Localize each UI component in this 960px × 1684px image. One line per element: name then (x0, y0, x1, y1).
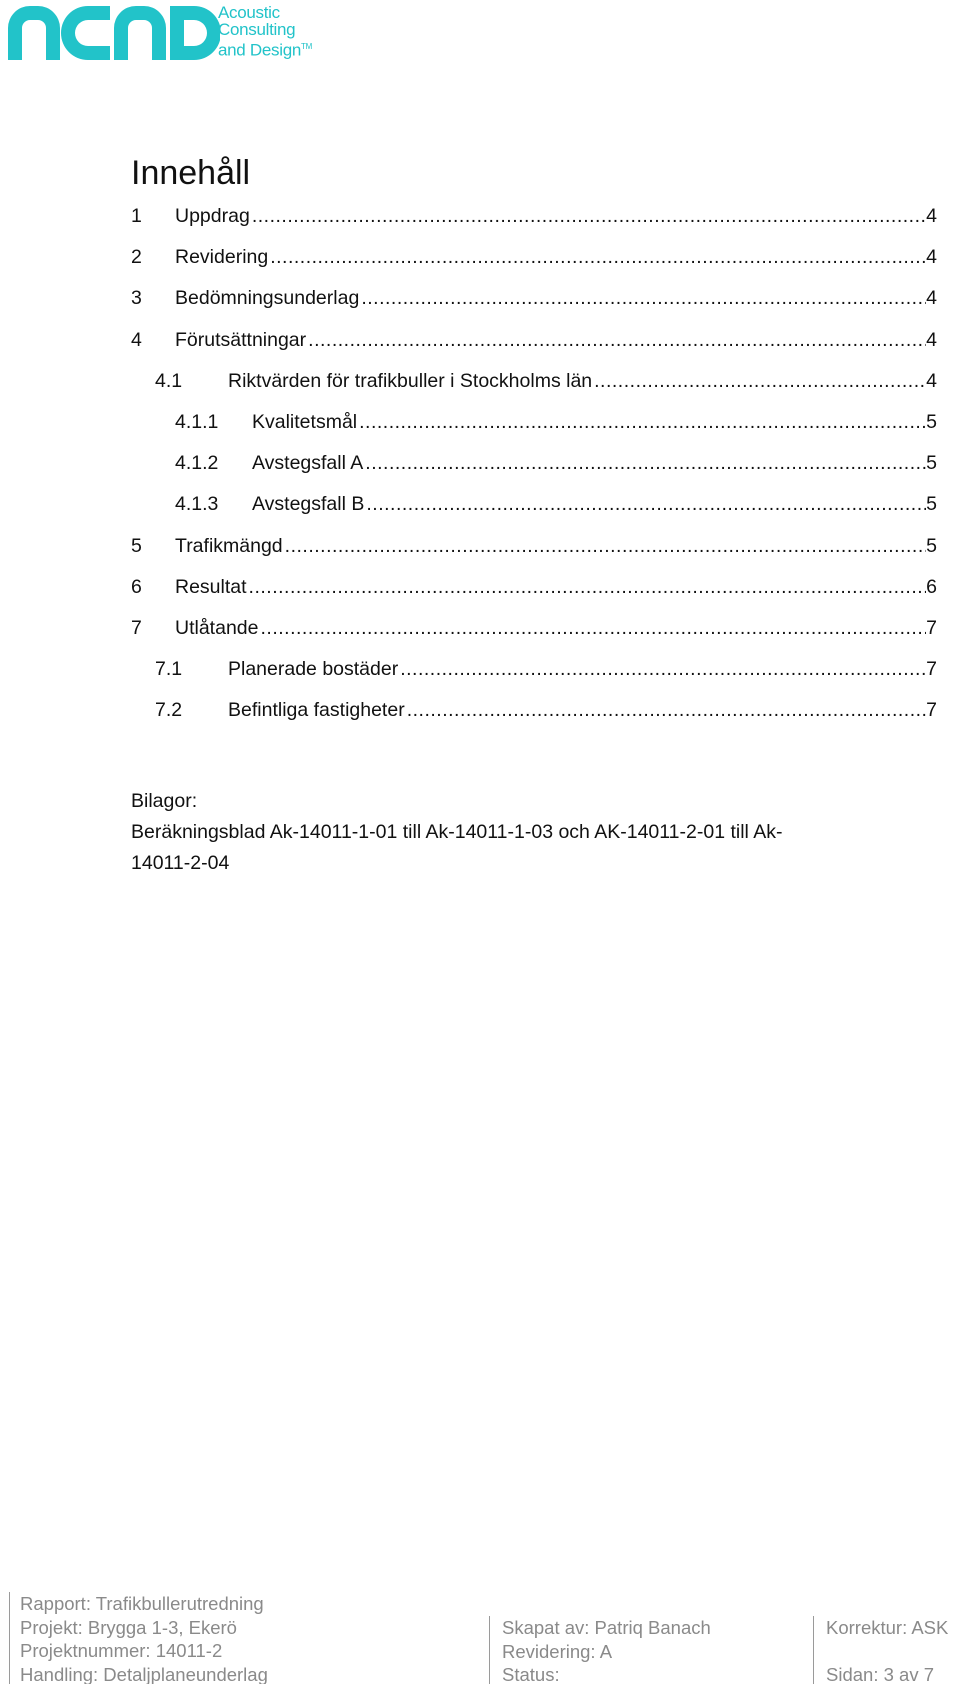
toc-entry[interactable] (131, 241, 937, 282)
appendices-section (131, 786, 891, 879)
logo-tagline-line1: Acoustic (218, 3, 280, 22)
appendices-heading: Bilagor: (131, 790, 198, 812)
toc-entry-number: 4.1.2 (175, 452, 219, 475)
toc-dot-leader (398, 653, 926, 686)
toc-entry-label: Avstegsfall B (252, 493, 365, 516)
toc-entry[interactable] (131, 365, 937, 406)
toc-entry[interactable] (131, 530, 937, 571)
toc-entry-label: Resultat (175, 575, 247, 598)
toc-entry-number: 2 (131, 246, 142, 269)
toc-entry-label: Befintliga fastigheter (228, 699, 405, 722)
toc-entry-page: 5 (926, 410, 937, 433)
toc-entry-page: 4 (926, 205, 937, 227)
toc-title: Innehåll (131, 154, 251, 192)
toc-entry-number: 3 (131, 287, 142, 310)
appendices-text-line1: Beräkningsblad Ak-14011-1-01 till Ak-14011-1-03 och AK-14011-2-01 till Ak- (131, 821, 783, 843)
toc-entry-page: 5 (926, 452, 937, 475)
toc-entry-label: Kvalitetsmål (252, 410, 358, 433)
toc-entry-page: 7 (926, 616, 937, 639)
toc-entry[interactable] (131, 200, 937, 241)
footer-author-info (489, 1616, 711, 1684)
toc-entry-number: 7.1 (155, 658, 183, 681)
toc-entry-label: Bedömningsunderlag (175, 287, 360, 310)
toc-entry-number: 7 (131, 616, 142, 639)
footer-status: Status: (502, 1664, 560, 1684)
footer-spacer (826, 1640, 948, 1664)
toc-dot-leader (405, 694, 926, 727)
logo-tagline (218, 4, 328, 59)
toc-dot-leader (268, 241, 926, 274)
toc-dot-leader (359, 282, 926, 315)
toc-dot-leader (357, 406, 926, 439)
toc-dot-leader (283, 530, 926, 563)
toc-entry-label: Utlåtande (175, 616, 259, 639)
footer-skapat-av: Skapat av: Patriq Banach (502, 1617, 711, 1638)
footer-korrektur: Korrektur: ASK (826, 1617, 949, 1638)
toc-entry-label: Planerade bostäder (228, 658, 399, 681)
toc-entry-number: 6 (131, 575, 142, 598)
toc-entry-number: 4 (131, 328, 142, 351)
toc-entry-page: 7 (926, 699, 937, 722)
toc-entry-number: 5 (131, 534, 142, 557)
ncnd-logo-mark (8, 6, 220, 60)
toc-entry[interactable] (131, 406, 937, 447)
footer-projekt: Projekt: Brygga 1-3, Ekerö (20, 1616, 237, 1638)
toc-dot-leader (306, 324, 926, 357)
toc-entry-page: 4 (926, 246, 937, 269)
footer-page-info (813, 1616, 948, 1684)
toc-entry[interactable] (131, 447, 937, 488)
appendices-text-line2: 14011-2-04 (131, 852, 230, 874)
toc-entry-page: 4 (926, 328, 937, 351)
toc-entry-page: 5 (926, 534, 937, 557)
toc-entry[interactable] (131, 612, 937, 653)
toc-dot-leader (258, 612, 926, 645)
toc-dot-leader (250, 200, 926, 233)
toc-entry[interactable] (131, 653, 937, 694)
toc-dot-leader (247, 571, 927, 604)
toc-entry[interactable] (131, 488, 937, 529)
toc-entry[interactable] (131, 282, 937, 323)
footer-revidering: Revidering: A (502, 1640, 613, 1662)
toc-entry[interactable] (131, 324, 937, 365)
toc-dot-leader (364, 488, 926, 521)
toc-entry-number: 4.1.1 (175, 410, 219, 433)
toc-entry-label: Riktvärden för trafikbuller i Stockholms län (228, 369, 593, 392)
toc-entry-number: 1 (131, 205, 142, 227)
toc-entry-page: 5 (926, 493, 937, 516)
logo-tagline-line2: Consulting (218, 20, 296, 39)
toc-entry-number: 4.1 (155, 369, 183, 392)
trademark-symbol: TM (301, 42, 312, 51)
toc-dot-leader (363, 447, 926, 480)
toc-entry-page: 4 (926, 287, 937, 310)
toc-entry-label: Förutsättningar (175, 328, 307, 351)
toc-entry-label: Trafikmängd (175, 534, 283, 557)
table-of-contents (131, 200, 937, 735)
toc-entry-number: 4.1.3 (175, 493, 219, 516)
toc-entry-label: Avstegsfall A (252, 452, 364, 475)
footer-handling: Handling: Detaljplaneunderlag (20, 1663, 268, 1684)
toc-dot-leader (592, 365, 926, 398)
footer-rapport: Rapport: Trafikbullerutredning (20, 1593, 264, 1614)
footer-project-info (9, 1592, 268, 1684)
logo-tagline-line3: and Design™ (218, 40, 312, 60)
footer-projektnummer: Projektnummer: 14011-2 (20, 1640, 223, 1661)
company-logo (8, 4, 328, 64)
toc-entry[interactable] (131, 571, 937, 612)
toc-entry[interactable] (131, 694, 937, 735)
toc-entry-number: 7.2 (155, 699, 183, 722)
toc-entry-label: Uppdrag (175, 205, 250, 227)
toc-entry-page: 6 (926, 575, 937, 598)
footer-page-number: Sidan: 3 av 7 (826, 1664, 934, 1684)
toc-entry-page: 4 (926, 369, 937, 392)
toc-entry-label: Revidering (175, 246, 269, 269)
toc-entry-page: 7 (926, 658, 937, 681)
page-footer (0, 1590, 960, 1684)
